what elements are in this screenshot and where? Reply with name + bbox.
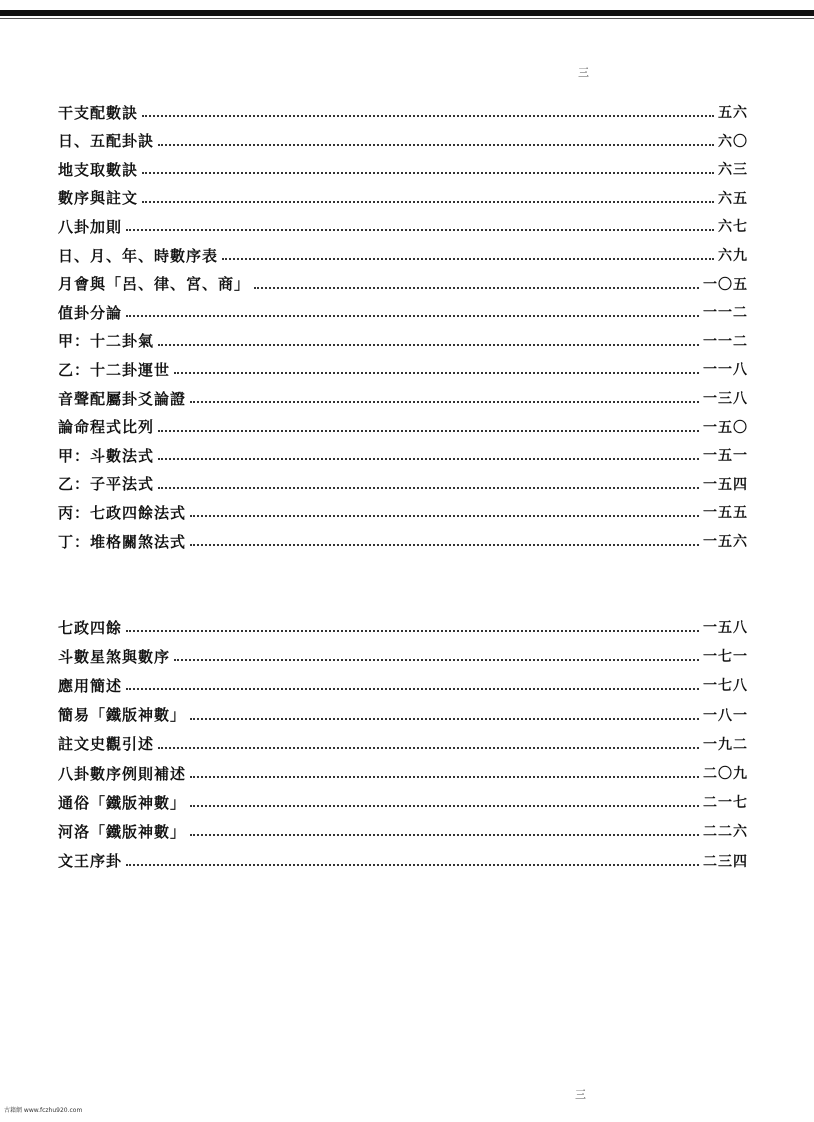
toc-entry [58,615,748,639]
toc-entry-page: 一一二 [703,333,748,350]
toc-entry-page: 一一八 [703,362,748,379]
toc-entry-title: 七政四餘 [58,618,123,637]
toc-entry [58,214,748,238]
toc-entry [58,272,748,296]
toc-entry-title: 應用簡述 [58,676,123,695]
toc-dot-leader [222,258,714,260]
toc-entry-title: 丁：堆格關煞法式 [58,532,187,551]
toc-entry-page: 六五 [718,190,748,207]
toc-entry-page: 一八一 [703,707,748,724]
toc-dot-leader [174,372,699,374]
toc-entry [58,357,748,381]
toc-entry-title: 乙：十二卦運世 [58,360,171,379]
toc-entry [58,673,748,697]
toc-entry [58,300,748,324]
toc-entry-title: 論命程式比列 [58,418,155,437]
toc-entry-page: 六七 [718,219,748,236]
toc-entry-page: 一一二 [703,305,748,322]
toc-dot-leader [142,115,714,117]
toc-entry-page: 一三八 [703,391,748,407]
toc-dot-leader [126,864,699,866]
toc-dot-leader [190,401,699,403]
toc-entry [58,329,748,353]
toc-entry-title: 甲：十二卦氣 [58,332,155,351]
toc-entry [58,186,748,210]
toc-entry [58,100,748,124]
toc-entry-title: 數序與註文 [58,189,139,208]
toc-entry-page: 六〇 [718,133,748,150]
toc-entry-title: 河洛「鐵版神數」 [58,822,187,841]
toc-entry [58,243,748,267]
toc-entry [58,386,748,410]
toc-entry-title: 甲：斗數法式 [58,446,155,465]
toc-entry-page: 一五一 [703,448,748,465]
toc-entry-title: 音聲配屬卦爻論證 [58,389,187,408]
toc-entry [58,790,748,814]
toc-entry [58,849,748,873]
toc-entry-page: 六九 [718,248,748,264]
toc-entry-page: 一九二 [703,736,748,753]
toc-entry-title: 干支配數訣 [58,103,139,122]
toc-entry-page: 五六 [718,105,748,121]
toc-dot-leader [142,172,714,174]
toc-entry-page: 一七一 [703,649,748,666]
toc-entry-page: 六三 [718,162,748,179]
toc-dot-leader [126,630,699,632]
toc-entry-title: 值卦分論 [58,303,123,322]
toc-entry [58,644,748,668]
toc-dot-leader [126,315,699,317]
toc-entry-title: 月會與「呂、律、宮、商」 [58,275,251,294]
toc-dot-leader [126,688,699,690]
toc-entry [58,819,748,843]
toc-dot-leader [254,287,699,289]
toc-entry-page: 一五八 [703,620,748,636]
toc-entry-title: 註文史觀引述 [58,735,155,754]
toc-dot-leader [190,718,699,720]
toc-entry [58,529,748,553]
toc-dot-leader [158,144,714,146]
toc-entry-title: 乙：子平法式 [58,475,155,494]
toc-entry-page: 一五六 [703,534,748,550]
toc-dot-leader [174,659,699,661]
toc-dot-leader [190,544,699,546]
toc-entry-title: 文王序卦 [58,852,123,871]
toc-entry [58,500,748,524]
toc-entry-page: 二三四 [703,853,748,870]
toc-entry-page: 一五四 [703,476,748,493]
toc-entry [58,129,748,153]
toc-dot-leader [158,344,699,346]
toc-dot-leader [142,201,714,203]
toc-entry-title: 八卦數序例則補述 [58,764,187,783]
toc-entry [58,443,748,467]
toc-entry-title: 丙：七政四餘法式 [58,503,187,522]
toc-dot-leader [158,430,699,432]
toc-dot-leader [126,229,714,231]
toc-entry-page: 二二六 [703,824,748,841]
toc-dot-leader [158,487,699,489]
toc-entry-page: 二〇九 [703,766,748,782]
toc-dot-leader [190,834,699,836]
toc-entry-title: 八卦加則 [58,217,123,236]
toc-entry-page: 二一七 [703,795,748,812]
toc-entry [58,761,748,785]
toc-entry [58,157,748,181]
toc-entry-page: 一七八 [703,678,748,695]
toc-entry-page: 一五〇 [703,419,748,436]
toc-entry-title: 簡易「鐵版神數」 [58,706,187,725]
toc-entry [58,415,748,439]
toc-dot-leader [190,805,699,807]
toc-entry-page: 一五五 [703,505,748,522]
toc-dot-leader [190,776,699,778]
toc-entry-title: 日、五配卦訣 [58,132,155,151]
toc-dot-leader [190,515,699,517]
toc-entry [58,703,748,727]
toc-dot-leader [158,747,699,749]
toc-entry-title: 通俗「鐵版神數」 [58,793,187,812]
footer-source: 古籍網 www.fczhu920.com [4,1107,83,1114]
toc-entry [58,732,748,756]
toc-dot-leader [158,458,699,460]
toc-entry [58,472,748,496]
toc-entry-title: 日、月、年、時數序表 [58,246,219,265]
page-number-bottom: 三 [575,1088,586,1101]
toc-entry-title: 地支取數訣 [58,160,139,179]
page-number-top: 三 [578,66,589,79]
toc-entry-page: 一〇五 [703,276,748,293]
toc-entry-title: 斗數星煞與數序 [58,647,171,666]
